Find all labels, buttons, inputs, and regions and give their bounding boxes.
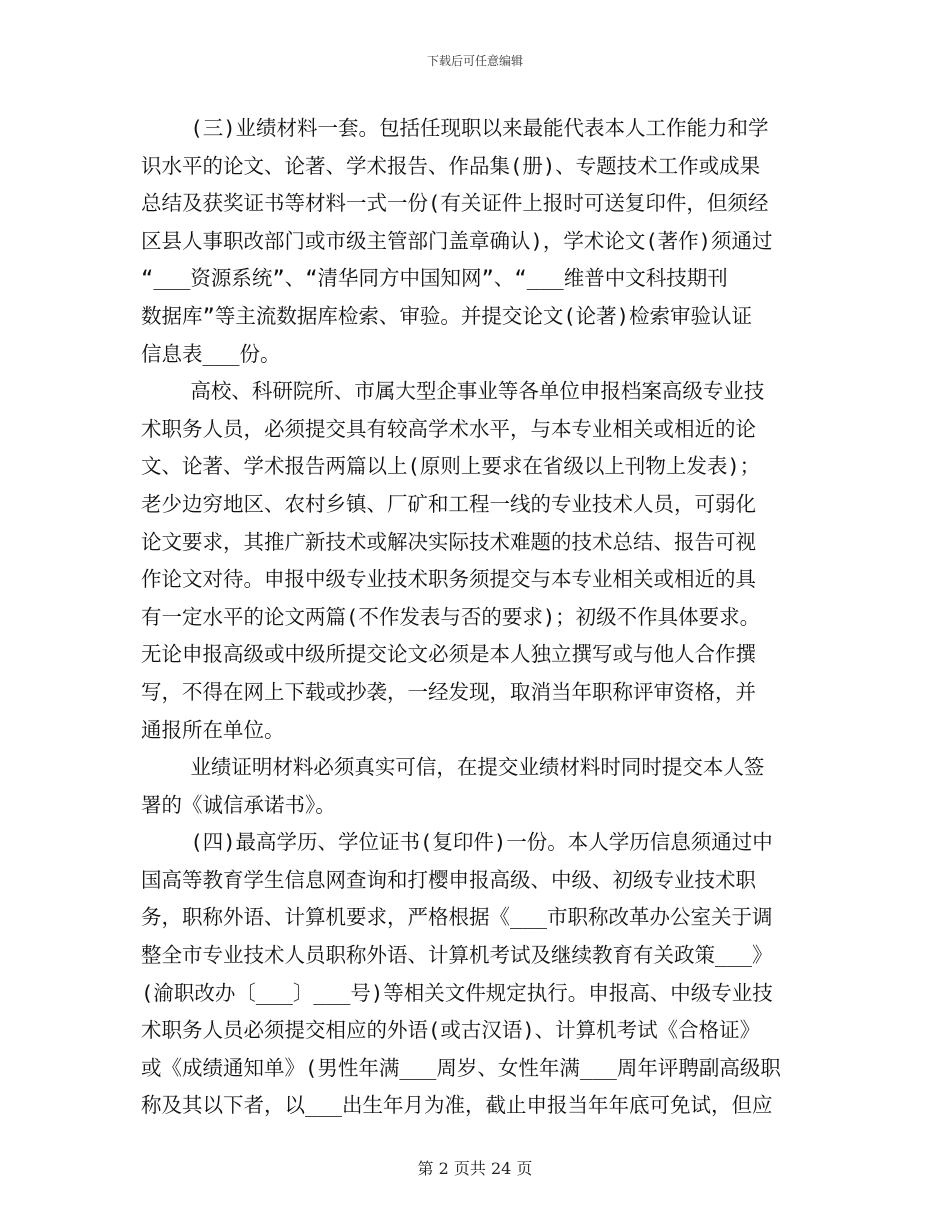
body-text <box>141 110 811 1125</box>
text-line: 信息表___份。 <box>141 341 281 366</box>
text-line: 写，不得在网上下载或抄袭，一经发现，取消当年职称评审资格，并 <box>141 679 756 704</box>
text-line: 无论申报高级或中级所提交论文必须是本人独立撰写或与他人合作撰 <box>141 642 756 667</box>
text-line: 区县人事职改部门或市级主管部门盖章确认)，学术论文(著作)须通过 <box>141 228 773 253</box>
text-line: (四)最高学历、学位证书(复印件)一份。本人学历信息须通过中 <box>141 830 773 855</box>
text-line: 称及其以下者，以___出生年月为准，截止申报当年年底可免试，但应 <box>141 1093 773 1118</box>
text-line: (三)业绩材料一套。包括任现职以来最能代表本人工作能力和学 <box>141 116 769 140</box>
text-line: 或《成绩通知单》(男性年满___周岁、女性年满___周年评聘副高级职 <box>141 1055 781 1080</box>
text-line: 国高等教育学生信息网查询和打樱申报高级、中级、初级专业技术职 <box>141 867 756 892</box>
text-line: 整全市专业技术人员职称外语、计算机考试及继续教育有关政策___》 <box>141 943 773 968</box>
text-line: 识水平的论文、论著、学术报告、作品集(册)、专题技术工作或成果 <box>141 153 761 178</box>
text-line: “___资源系统”、“清华同方中国知网”、“___维普中文科技期刊 <box>141 266 728 291</box>
text-line: 有一定水平的论文两篇(不作发表与否的要求)；初级不作具体要求。 <box>141 604 761 629</box>
page-footer: 第 2 页共 24 页 <box>417 1159 533 1178</box>
text-line: 总结及获奖证书等材料一式一份(有关证件上报时可送复印件，但须经 <box>141 191 769 216</box>
text-line: 数据库”等主流数据库检索、审验。并提交论文(论著)检索审验认证 <box>141 303 753 328</box>
text-line: (渝职改办〔___〕___号)等相关文件规定执行。申报高、中级专业技 <box>141 980 773 1005</box>
text-line: 术职务人员，必须提交具有较高学术水平，与本专业相关或相近的论 <box>141 416 756 441</box>
text-line: 业绩证明材料必须真实可信，在提交业绩材料时同时提交本人签 <box>141 755 765 780</box>
text-line: 署的《诚信承诺书》。 <box>141 792 336 817</box>
page-header: 下载后可任意编辑 <box>426 54 523 68</box>
text-line: 文、论著、学术报告两篇以上(原则上要求在省级以上刊物上发表)； <box>141 454 761 479</box>
text-line: 作论文对待。申报中级专业技术职务须提交与本专业相关或相近的具 <box>141 567 756 592</box>
text-line: 务，职称外语、计算机要求，严格根据《___市职称改革办公室关于调 <box>141 905 773 930</box>
text-line: 通报所在单位。 <box>141 717 285 742</box>
text-line: 论文要求，其推广新技术或解决实际技术难题的技术总结、报告可视 <box>141 529 756 554</box>
text-line: 高校、科研院所、市属大型企事业等各单位申报档案高级专业技 <box>141 379 765 404</box>
text-line: 术职务人员必须提交相应的外语(或古汉语)、计算机考试《合格证》 <box>141 1018 761 1043</box>
text-line: 老少边穷地区、农村乡镇、厂矿和工程一线的专业技术人员，可弱化 <box>141 491 756 516</box>
